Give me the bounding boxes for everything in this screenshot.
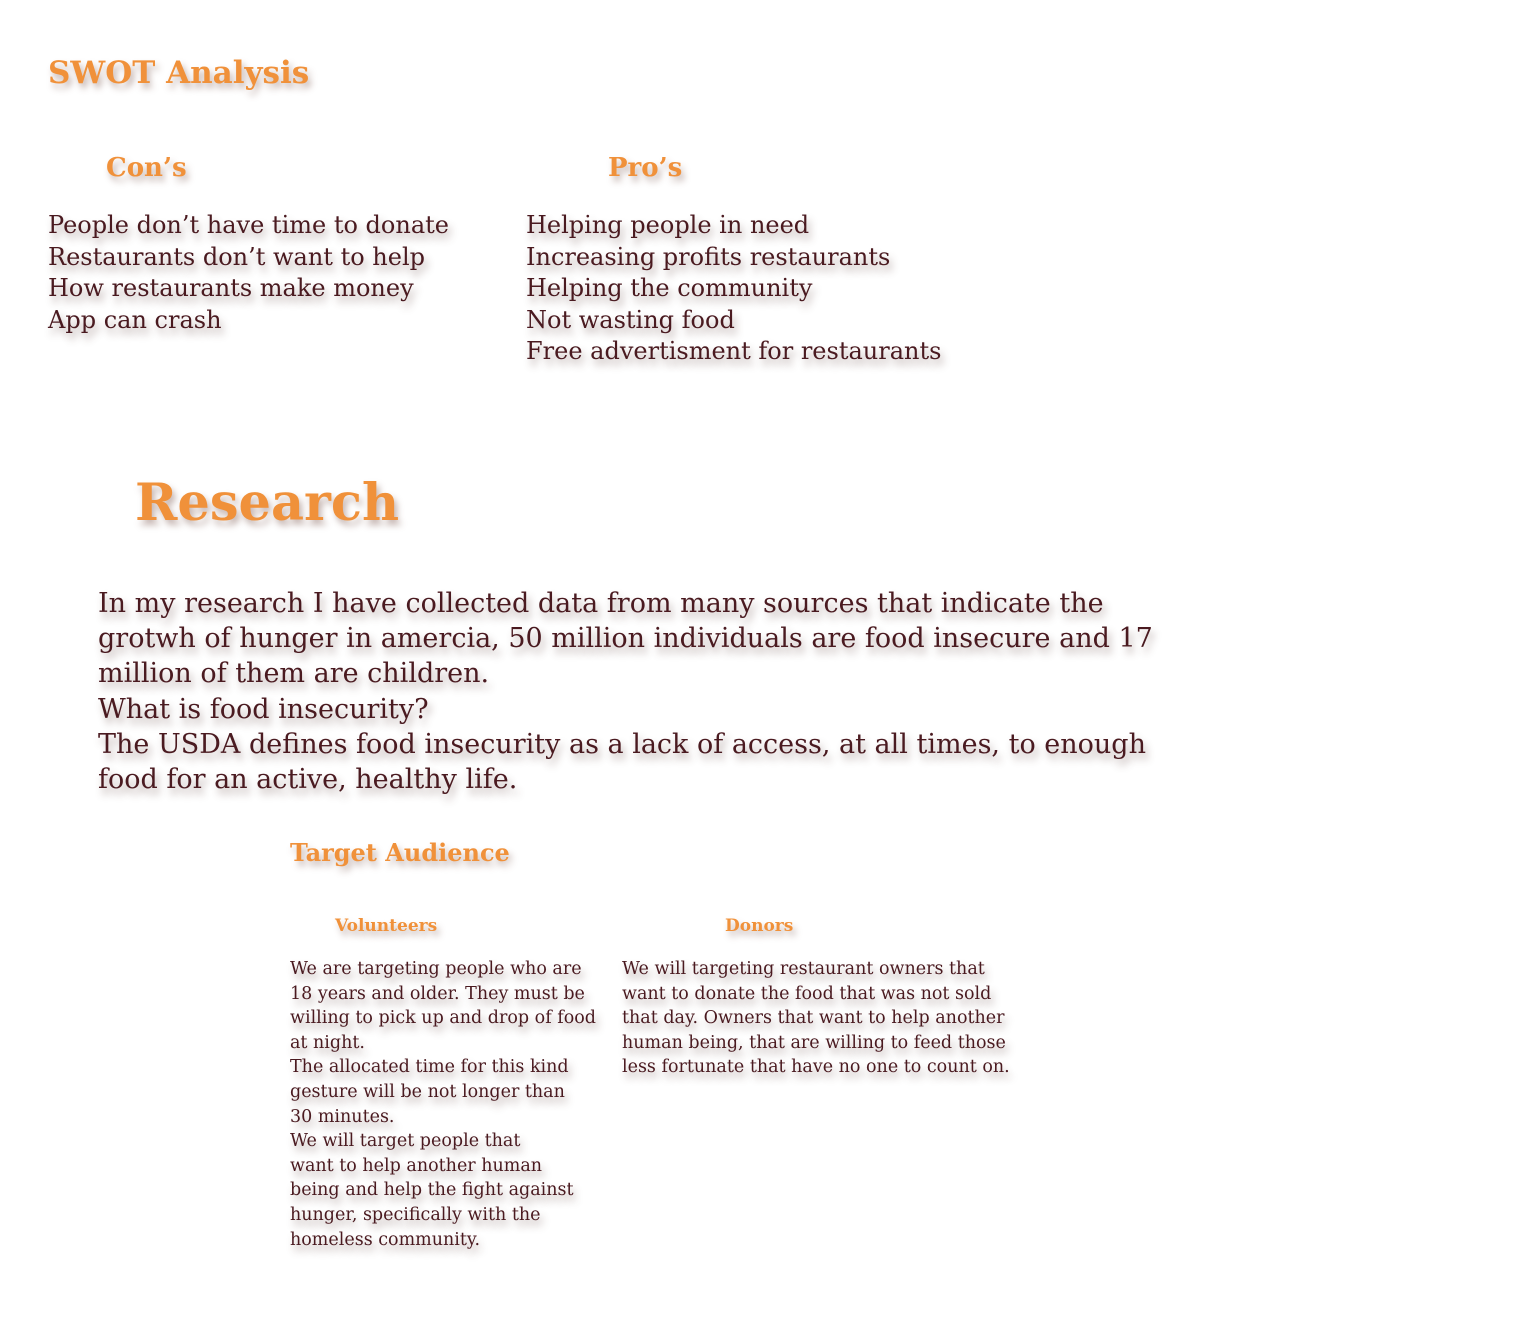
volunteers-heading: Volunteers — [335, 916, 438, 936]
volunteers-text — [290, 957, 610, 1252]
cons-item: Restaurants don’t want to help — [48, 242, 426, 271]
cons-heading: Con’s — [106, 153, 187, 183]
volunteers-line: We will target people that — [290, 1131, 521, 1152]
research-paragraph: The USDA defines food insecurity as a lack of access, at all times, to enough food for an active, healthy life. — [98, 728, 1146, 796]
pros-item: Helping the community — [526, 274, 813, 302]
research-title: Research — [135, 473, 400, 533]
volunteers-line: We are targeting people who are — [290, 959, 582, 979]
pros-list — [526, 210, 941, 368]
pros-item: Helping people in need — [526, 211, 810, 239]
donors-line: that day. Owners that want to help another — [622, 1008, 1005, 1029]
cons-item: App can crash — [48, 305, 222, 334]
donors-line: want to donate the food that was not sold — [622, 983, 992, 1004]
volunteers-line: 30 minutes. — [290, 1106, 395, 1127]
volunteers-line: being and help the fight against — [290, 1180, 574, 1201]
research-body — [98, 586, 1188, 797]
volunteers-line: hunger, specifically with the — [290, 1204, 541, 1225]
volunteers-line: gesture will be not longer than — [290, 1081, 565, 1102]
volunteers-line: at night. — [290, 1032, 365, 1053]
donors-line: We will targeting restaurant owners that — [622, 959, 985, 979]
cons-item: How restaurants make money — [48, 274, 414, 302]
pros-heading: Pro’s — [608, 153, 683, 183]
volunteers-line: want to help another human — [290, 1155, 543, 1176]
pros-item: Increasing profits restaurants — [526, 242, 891, 271]
volunteers-line: willing to pick up and drop of food — [290, 1008, 597, 1029]
cons-list — [48, 210, 449, 336]
donors-line: less fortunate that have no one to count on. — [622, 1057, 1010, 1078]
pros-item: Free advertisment for restaurants — [526, 337, 942, 365]
swot-title: SWOT Analysis — [48, 55, 310, 91]
volunteers-line: 18 years and older. They must be — [290, 983, 585, 1004]
target-audience-title: Target Audience — [290, 838, 510, 867]
donors-text — [622, 957, 1022, 1080]
donors-line: human being, that are willing to feed those — [622, 1032, 1006, 1053]
cons-item: People don’t have time to donate — [48, 211, 449, 239]
volunteers-line: homeless community. — [290, 1229, 481, 1250]
research-paragraph: What is food insecurity? — [98, 693, 429, 725]
research-paragraph: In my research I have collected data from many sources that indicate the grotwh of hunger in amercia, 50 million individuals are food insecure and 17 million of them are children. — [98, 588, 1153, 690]
donors-heading: Donors — [725, 916, 794, 936]
pros-item: Not wasting food — [526, 305, 735, 334]
volunteers-line: The allocated time for this kind — [290, 1057, 569, 1078]
